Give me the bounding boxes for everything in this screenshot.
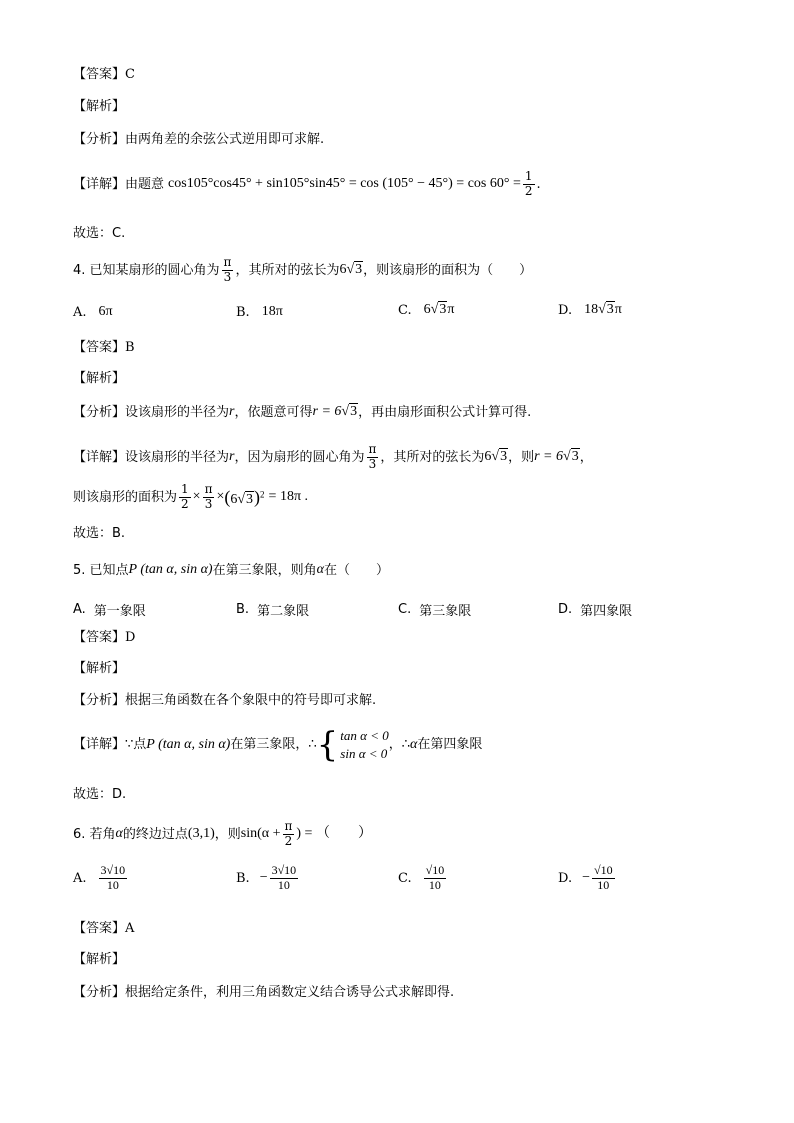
pi-over-3: $\frac{\pi}{3}$: [223, 255, 232, 284]
q5-option-a[interactable]: A. 第一象限: [73, 602, 146, 619]
q6-option-a[interactable]: A. $\frac{3√10}{10}$: [73, 863, 126, 892]
q5-option-d[interactable]: D. 第四象限: [558, 602, 633, 619]
xiangjie-line-4: 【详解】 设该扇形的半径为 r ，因为扇形的圆心角为 $\frac{\pi}{3}$ ，其所对的弦长为 6√3 ，则 r = 6 √3 ，: [73, 442, 593, 471]
answer-line-6: 【答案】 A: [73, 921, 135, 936]
area-line-4: 则该扇形的面积为 $\frac{1}{2}$ × $\frac{\pi}{3}$ × $(6√3)^2$ = 18π .: [73, 482, 309, 511]
analysis-heading-4: 【解析】: [73, 371, 126, 386]
answer-line-5: 【答案】 D: [73, 630, 136, 645]
q6-option-b[interactable]: B. − $\frac{3√10}{10}$: [236, 863, 297, 892]
xiangjie-line-3: 【详解】 由题意 cos105°cos45° + sin105°sin45° = cos (105° − 45°) = cos 60° = $\frac{1}{2}$ .: [73, 169, 541, 198]
sign-cases: tan α < 0 sin α < 0: [340, 728, 389, 761]
fenxi-line-6: 【分析】 根据给定条件，利用三角函数定义结合诱导公式求解即得.: [73, 985, 455, 1000]
q4-option-d[interactable]: D. 18√3π: [558, 302, 622, 318]
question-5-stem: 5. 已知点 P (tan α, sin α) 在第三象限，则角 α 在（ ）: [73, 562, 389, 578]
fenxi-line-3: 【分析】 由两角差的余弦公式逆用即可求解.: [73, 132, 325, 147]
q4-option-b[interactable]: B. 18π: [236, 304, 283, 320]
q4-option-c[interactable]: C. 6√3π: [398, 302, 455, 318]
conclusion-4: 故选：B.: [73, 526, 126, 541]
q5-option-b[interactable]: B. 第二象限: [236, 602, 310, 619]
analysis-heading-6: 【解析】: [73, 952, 126, 967]
answer-line-3: 【答案】 C: [73, 67, 135, 82]
cos-formula: cos105°cos45° + sin105°sin45° = cos (105° − 45°) = cos 60° =: [168, 176, 521, 192]
half-fraction: $\frac{1}{2}$: [524, 169, 533, 198]
conclusion-3: 故选：C.: [73, 226, 126, 241]
fenxi-line-5: 【分析】 根据三角函数在各个象限中的符号即可求解.: [73, 693, 377, 708]
xiangjie-line-5: 【详解】 ∵点 P (tan α, sin α) 在第三象限，∴ { tan α < 0 sin α < 0 ，∴ α 在第四象限: [73, 724, 483, 765]
q6-option-c[interactable]: C. $\frac{√10}{10}$: [398, 863, 445, 892]
q6-option-d[interactable]: D. − $\frac{√10}{10}$: [558, 863, 613, 892]
fenxi-line-4: 【分析】 设该扇形的半径为 r ，依题意可得 r = 6 √3 ，再由扇形面积公式计算可得.: [73, 404, 532, 420]
answer-line-4: 【答案】 B: [73, 340, 135, 355]
analysis-heading-3: 【解析】: [73, 99, 126, 114]
question-6-stem: 6. 若角 α 的终边过点 (3,1) ，则 sin(α + $\frac{\pi}{2}$ ) = （ ）: [73, 819, 372, 848]
q4-option-a[interactable]: A. 6π: [73, 304, 113, 320]
question-4-stem: 4. 已知某扇形的圆心角为 $\frac{\pi}{3}$ ，其所对的弦长为 6√3 ，则该扇形的面积为（ ）: [73, 255, 533, 284]
analysis-heading-5: 【解析】: [73, 661, 126, 676]
conclusion-5: 故选：D.: [73, 787, 127, 802]
q5-option-c[interactable]: C. 第三象限: [398, 602, 472, 619]
